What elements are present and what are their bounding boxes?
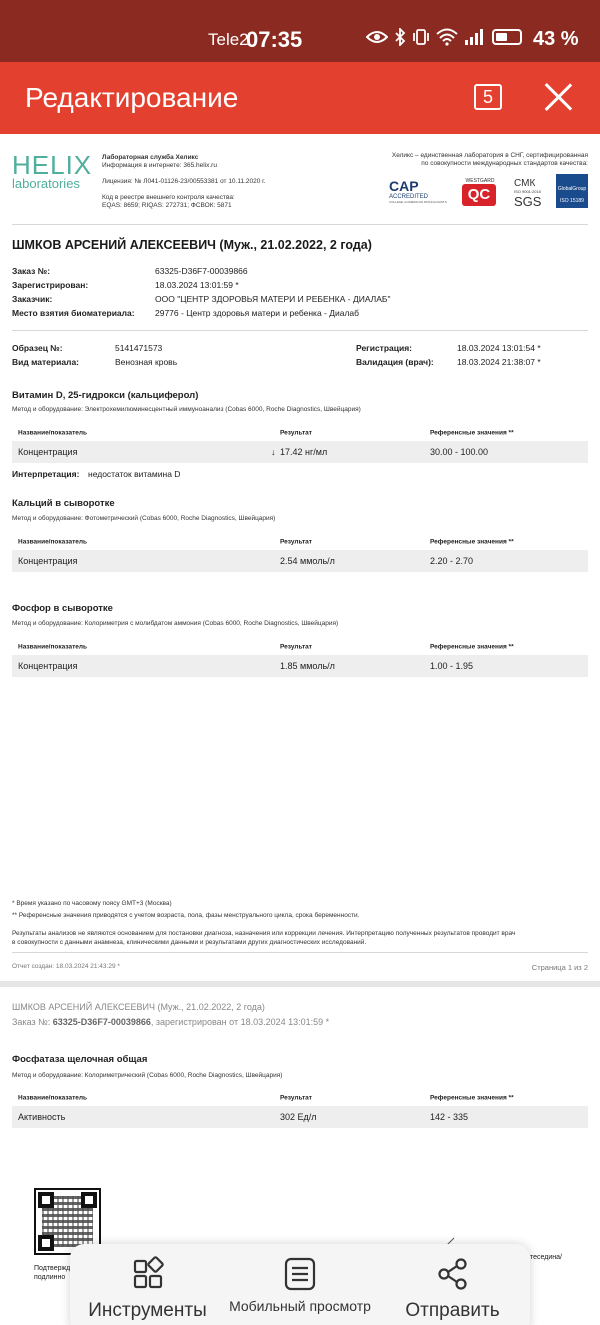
row-result: 302 Ед/л — [280, 1112, 317, 1122]
page2-patient-line: ШМКОВ АРСЕНИЙ АЛЕКСЕЕВИЧ (Муж., 21.02.2022, 2 года) — [12, 1002, 265, 1012]
westgard-qc-logo — [462, 178, 498, 208]
col-reference-header: Референсные значения ** — [430, 643, 514, 651]
registration-label: Регистрация: — [356, 343, 413, 353]
footnote-timezone: * Время указано по часовому поясу GMT+3 (Москва) — [12, 900, 172, 907]
disclaimer-line-1: Результаты анализов не являются основанием для постановки диагноза, назначения или коррекции лечения. Интерпретацию полученных результатов проводит врач — [12, 930, 516, 937]
row-name: Активность — [18, 1112, 66, 1122]
qr-finder — [38, 1235, 54, 1251]
test-method: Метод и оборудование: Электрохемилюминесцентный иммуноанализ (Cobas 6000, Roche Diagnostics, Швейцария) — [12, 406, 361, 413]
lab-site: Информация в интернете: 365.helix.ru — [102, 162, 217, 169]
row-name: Концентрация — [18, 661, 78, 671]
page2-order-value: 63325-D36F7-00039866 — [52, 1017, 151, 1027]
cmk-label: СМК — [514, 178, 536, 189]
validation-label: Валидация (врач): — [356, 357, 434, 367]
bottom-toolbar — [70, 1244, 530, 1325]
qc-label: QC — [462, 184, 496, 206]
row-reference: 142 - 335 — [430, 1112, 469, 1122]
cert-text-1: Хеликс – единственная лаборатория в СНГ, сертифицированная — [391, 152, 588, 159]
battery-percent: 43 % — [533, 28, 579, 50]
divider — [12, 224, 588, 225]
col-result-header: Результат — [280, 643, 312, 651]
globalgroup-logo — [556, 174, 588, 208]
place-value: 29776 - Центр здоровья матери и ребенка - Диалаб — [155, 308, 360, 318]
sample-label: Образец №: — [12, 343, 63, 353]
status-icons — [366, 28, 522, 46]
row-name: Концентрация — [18, 447, 78, 457]
patient-name: ШМКОВ АРСЕНИЙ АЛЕКСЕЕВИЧ (Муж., 21.02.2022, 2 года) — [12, 238, 372, 252]
table-row — [12, 441, 588, 463]
pdf-document[interactable] — [0, 134, 600, 1325]
row-reference: 30.00 - 100.00 — [430, 447, 489, 457]
test-title: Витамин D, 25-гидрокси (кальциферол) — [12, 390, 199, 401]
helix-logo: HELIX — [12, 150, 93, 180]
test-title: Фосфатаза щелочная общая — [12, 1054, 148, 1065]
test-method: Метод и оборудование: Колориметрический (Cobas 6000, Roche Diagnostics, Швейцария) — [12, 1072, 283, 1079]
status-bar — [0, 0, 600, 62]
close-icon[interactable] — [541, 80, 575, 114]
registered-value: 18.03.2024 13:01:59 * — [155, 280, 239, 290]
sgs-label: SGS — [514, 194, 542, 209]
order-value: 63325-D36F7-00039866 — [155, 266, 248, 276]
globalgroup-label: GlobalGroup — [557, 186, 587, 192]
share-label: Отправить — [405, 1300, 500, 1321]
qr-finder — [81, 1192, 97, 1208]
test-title: Фосфор в сыворотке — [12, 603, 113, 614]
divider — [12, 952, 588, 953]
cert-text-2: по совокупности международных стандартов качества: — [421, 160, 588, 167]
app-bar — [0, 62, 600, 134]
qr-finder — [38, 1192, 54, 1208]
col-result-header: Результат — [280, 538, 312, 546]
bluetooth-icon — [394, 28, 406, 46]
customer-label: Заказчик: — [12, 294, 53, 304]
signal-icon — [464, 28, 486, 46]
globalgroup-iso-label: ISO 15189 — [560, 198, 584, 204]
test-method: Метод и оборудование: Колориметрия с молибдатом аммония (Cobas 6000, Roche Diagnostics, Швейцария) — [12, 620, 339, 627]
col-reference-header: Референсные значения ** — [430, 538, 514, 546]
page2-order-suffix: , зарегистрирован от 18.03.2024 13:01:59 * — [150, 1017, 330, 1027]
registered-label: Зарегистрирован: — [12, 280, 89, 290]
battery-icon — [492, 29, 522, 45]
low-flag-icon: ↓ — [271, 447, 276, 457]
table-row — [12, 1106, 588, 1128]
validation-value: 18.03.2024 21:38:07 * — [457, 357, 541, 367]
table-header — [12, 427, 588, 439]
col-name-header: Название/показатель — [18, 643, 88, 651]
row-reference: 1.00 - 1.95 — [430, 661, 474, 671]
page-number: Страница 1 из 2 — [531, 963, 588, 972]
col-result-header: Результат — [280, 1094, 312, 1102]
table-header — [12, 641, 588, 653]
col-name-header: Название/показатель — [18, 1094, 88, 1102]
registration-value: 18.03.2024 13:01:54 * — [457, 343, 541, 353]
test-title: Кальций в сыворотке — [12, 498, 115, 509]
table-header — [12, 1092, 588, 1104]
interpretation-text: недостаток витамина D — [88, 469, 181, 479]
col-name-header: Название/показатель — [18, 429, 88, 437]
vibrate-icon — [412, 28, 430, 46]
wifi-icon — [436, 28, 458, 46]
col-reference-header: Референсные значения ** — [430, 1094, 514, 1102]
page2-order-line — [12, 1017, 329, 1027]
row-result: 1.85 ммоль/л — [280, 661, 335, 671]
share-button[interactable] — [385, 1244, 520, 1325]
cap-label: CAP — [389, 178, 419, 194]
lab-name: Лабораторная служба Хеликс — [102, 154, 199, 161]
mobile-view-icon — [282, 1256, 318, 1292]
quality-code-label: Код в реестре внешнего контроля качества: — [102, 194, 235, 201]
report-created: Отчет создан: 18.03.2024 21:43:29 * — [12, 963, 120, 970]
interpretation-label: Интерпретация: — [12, 469, 80, 479]
col-reference-header: Референсные значения ** — [430, 429, 514, 437]
divider — [12, 330, 588, 331]
page-count-button[interactable]: 5 — [474, 84, 502, 110]
quality-code-values: EQAS: 8659; RIQAS: 272731; ФСВОК: 5871 — [102, 202, 232, 209]
col-name-header: Название/показатель — [18, 538, 88, 546]
row-result: 17.42 нг/мл — [280, 447, 328, 457]
page2-order-prefix: Заказ №: — [12, 1017, 51, 1027]
customer-value: ООО "ЦЕНТР ЗДОРОВЬЯ МАТЕРИ И РЕБЕНКА - ДИАЛАБ" — [155, 294, 391, 304]
test-method: Метод и оборудование: Фотометрический (Cobas 6000, Roche Diagnostics, Швейцария) — [12, 515, 276, 522]
share-icon — [435, 1256, 471, 1292]
signature-fragment: теседина/ — [530, 1254, 562, 1261]
table-row — [12, 550, 588, 572]
cap-sub-label: ACCREDITED — [389, 194, 429, 200]
disclaimer-line-2: в совокупности с данными анамнеза, клиническими данными и результатами других диагностических исследований. — [12, 939, 367, 946]
westgard-label: WESTGARD — [465, 178, 495, 184]
place-label: Место взятия биоматериала: — [12, 308, 135, 318]
row-result: 2.54 ммоль/л — [280, 556, 335, 566]
mobile-view-button[interactable] — [225, 1244, 375, 1325]
cap-small-label: COLLEGE of AMERICAN PATHOLOGISTS — [389, 200, 447, 204]
sgs-logo — [514, 178, 546, 208]
order-label: Заказ №: — [12, 266, 51, 276]
iso-label: ISO 9001:2015 — [514, 189, 541, 194]
tools-label: Инструменты — [88, 1300, 207, 1321]
eye-icon — [366, 29, 388, 45]
row-reference: 2.20 - 2.70 — [430, 556, 474, 566]
footnote-reference: ** Референсные значения приводятся с учетом возраста, пола, фазы менструального цикла, срока беременности. — [12, 912, 360, 919]
confirm-text-1: Подтвержд — [34, 1265, 71, 1272]
grid-tools-icon — [130, 1256, 166, 1292]
license: Лицензия: № Л041-01126-23/00553381 от 10.11.2020 г. — [102, 178, 266, 185]
status-clock: 07:35 — [246, 27, 303, 52]
page-break — [0, 981, 600, 987]
material-label: Вид материала: — [12, 357, 80, 367]
row-name: Концентрация — [18, 556, 78, 566]
table-row — [12, 655, 588, 677]
carrier-name: Tele2 — [208, 30, 249, 49]
page-title: Редактирование — [25, 82, 239, 113]
col-result-header: Результат — [280, 429, 312, 437]
cap-accredited-logo — [389, 178, 449, 208]
sample-value: 5141471573 — [115, 343, 163, 353]
material-value: Венозная кровь — [115, 357, 178, 367]
table-header — [12, 536, 588, 548]
tools-button[interactable] — [80, 1244, 215, 1325]
helix-logo-sub: laboratories — [12, 176, 80, 191]
mobile-view-label: Мобильный просмотр — [229, 1298, 371, 1314]
confirm-text-2: подлинно — [34, 1274, 66, 1281]
